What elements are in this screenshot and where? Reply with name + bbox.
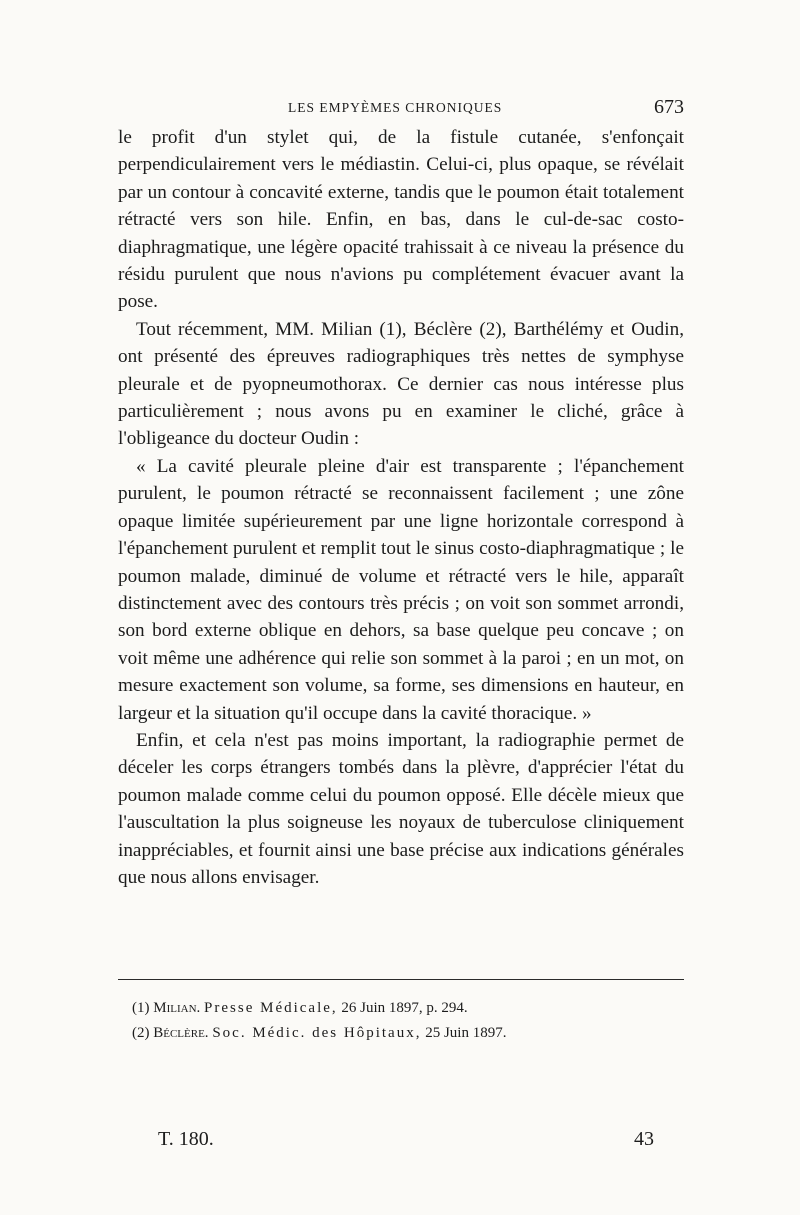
footnote [132, 1021, 684, 1046]
page-footer [158, 1128, 654, 1158]
sheet-number: 43 [634, 1128, 654, 1150]
footnote-details: 25 Juin 1897. [425, 1025, 507, 1041]
paragraph: le profit d'un stylet qui, de la fistule cutanée, s'enfonçait perpendiculairement vers le médiastin. Celui-ci, plus opaque, se révélait par un contour à concavité externe, tandis que le poumon était totalement rétracté vers son hile. Enfin, en bas, dans le cul-de-sac costo-diaphragmatique, une légère opacité trahissait à ce niveau la présence du résidu purulent que nous n'avions pu complétement évacuer avant la pose. [118, 127, 684, 313]
footnote-details: 26 Juin 1897, p. 294. [341, 1000, 468, 1016]
footnote-author: Béclère. [153, 1025, 209, 1041]
page-number: 673 [654, 96, 684, 118]
footnote [132, 996, 684, 1021]
page-header [118, 98, 684, 124]
footnote-journal: Presse Médicale, [204, 1000, 338, 1016]
paragraph: Tout récemment, MM. Milian (1), Béclère (2), Barthélémy et Oudin, ont présenté des épreuves radiographiques très nettes de symphyse pleurale et de pyopneumothorax. Ce dernier cas nous intéresse plus particulièrement ; nous avons pu en examiner le cliché, grâce à l'obligeance du docteur Oudin : [118, 318, 684, 450]
signature-mark: T. 180. [158, 1128, 214, 1150]
paragraph: Enfin, et cela n'est pas moins important, la radiographie permet de déceler les corps étrangers tombés dans la plèvre, d'apprécier l'état du poumon malade comme celui du poumon opposé. Elle décèle mieux que l'auscultation la plus soigneuse les noyaux de tuberculose cliniquement inappréciables, et fournit ainsi une base précise aux indications générales que nous allons envisager. [118, 729, 684, 888]
quoted-paragraph: « La cavité pleurale pleine d'air est transparente ; l'épanchement purulent, le poumon rétracté se reconnaissent facilement ; une zône opaque limitée supérieurement par une ligne horizontale correspond à l'épanchement purulent et remplit tout le sinus costo-diaphragmatique ; le poumon malade, diminué de volume et rétracté vers le hile, apparaît distinctement avec des contours très précis ; on voit son sommet arrondi, son bord externe oblique en dehors, sa base quelque peu concave ; on voit même une adhérence qui relie son sommet à la paroi ; en un mot, on mesure exactement son volume, sa forme, ses dimensions en hauteur, en largeur et la situation qu'il occupe dans la cavité thoracique. » [118, 455, 684, 724]
footnote-author: Milian. [153, 1000, 201, 1016]
footnote-marker: (1) [132, 1000, 150, 1016]
body-text [118, 124, 684, 891]
footnotes [132, 996, 684, 1046]
footnote-rule [118, 979, 684, 980]
footnote-marker: (2) [132, 1025, 150, 1041]
running-head: LES EMPYÈMES CHRONIQUES [288, 100, 503, 115]
footnote-journal: Soc. Médic. des Hôpitaux, [212, 1025, 422, 1041]
